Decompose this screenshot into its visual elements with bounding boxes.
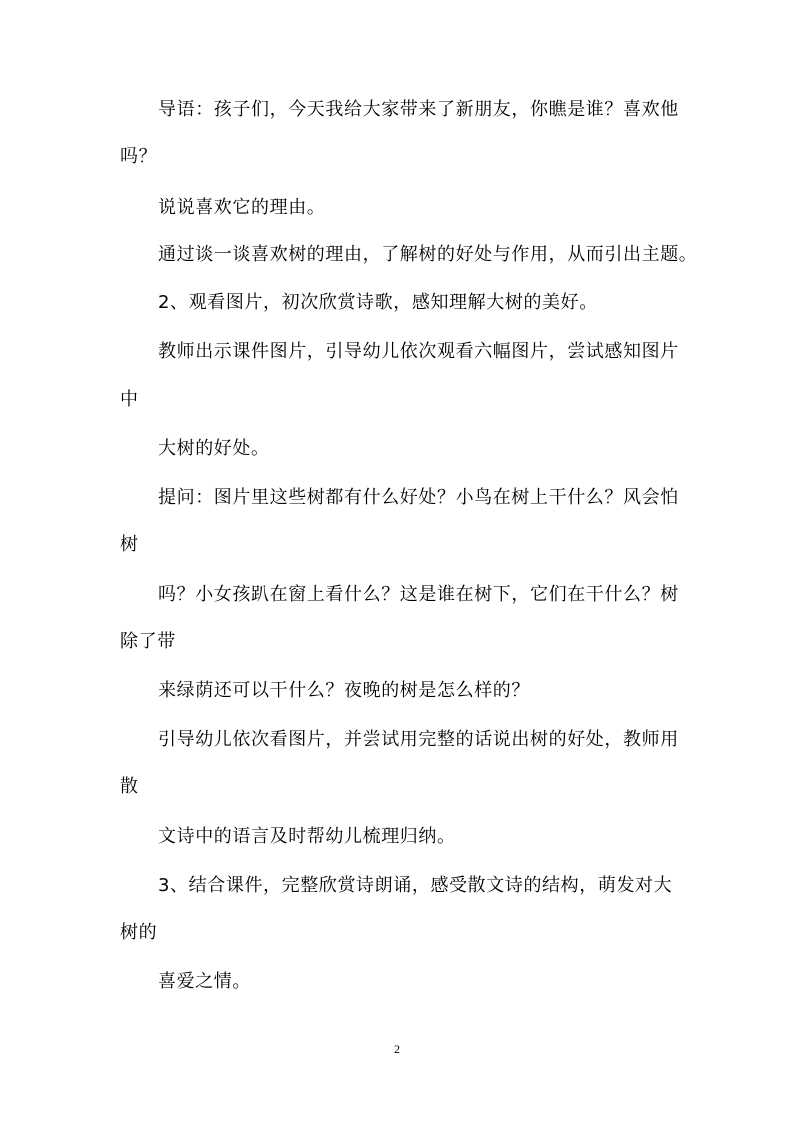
- text-line: 文诗中的语言及时帮幼儿梳理归纳。: [158, 826, 456, 847]
- text-line: 吗？: [120, 146, 158, 167]
- text-line: 引导幼儿依次看图片，并尝试用完整的话说出树的好处，教师用: [158, 729, 679, 750]
- text-line: 教师出示课件图片，引导幼儿依次观看六幅图片，尝试感知图片: [158, 341, 679, 362]
- text-line: 通过谈一谈喜欢树的理由，了解树的好处与作用，从而引出主题。: [158, 244, 698, 265]
- text-line: 喜爱之情。: [158, 971, 251, 992]
- text-line: 来绿荫还可以干什么？夜晚的树是怎么样的？: [158, 680, 530, 701]
- text-line: 中: [120, 389, 139, 410]
- text-line: 导语：孩子们，今天我给大家带来了新朋友，你瞧是谁？喜欢他: [158, 99, 679, 120]
- text-line: 吗？小女孩趴在窗上看什么？这是谁在树下，它们在干什么？树: [158, 584, 679, 605]
- text-line: 大树的好处。: [158, 438, 270, 459]
- text-line: 提问：图片里这些树都有什么好处？小鸟在树上干什么？风会怕: [158, 487, 679, 508]
- text-line: 树: [120, 534, 139, 555]
- text-line: 树的: [120, 922, 158, 943]
- text-line: 除了带: [120, 631, 176, 652]
- section-heading: 3、结合课件，完整欣赏诗朗诵，感受散文诗的结构，萌发对大: [158, 875, 673, 896]
- page-number: 2: [394, 1042, 400, 1056]
- text-line: 说说喜欢它的理由。: [158, 197, 326, 218]
- text-line: 散: [120, 776, 139, 797]
- section-heading: 2、观看图片，初次欣赏诗歌，感知理解大树的美好。: [158, 292, 598, 313]
